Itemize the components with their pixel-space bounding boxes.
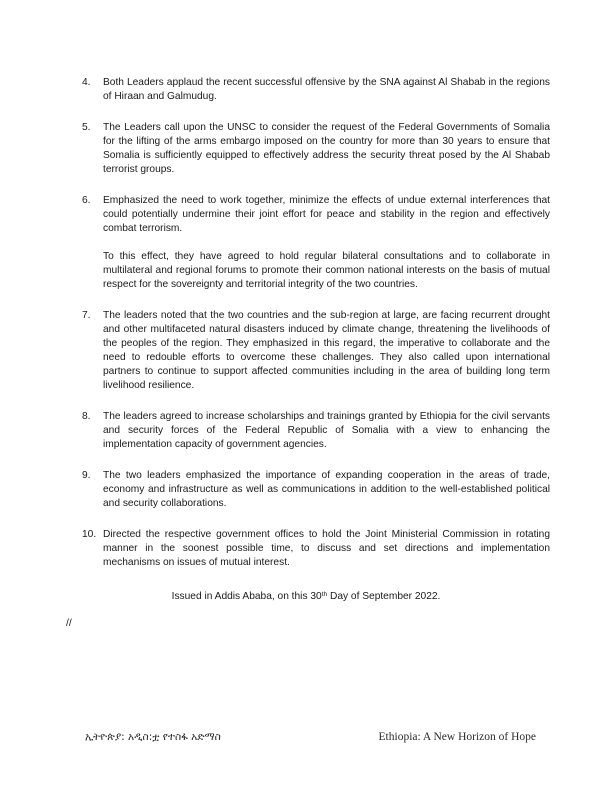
item-number: 4. <box>82 77 91 88</box>
item-number: 9. <box>82 470 91 481</box>
list-item-5 <box>82 121 550 177</box>
list-item-9 <box>82 469 550 511</box>
list-item-6 <box>82 194 550 292</box>
numbered-list <box>82 76 550 587</box>
item-number: 8. <box>82 411 91 422</box>
item-number: 6. <box>82 195 91 206</box>
item-number: 5. <box>82 122 91 133</box>
item-number: 7. <box>82 310 91 321</box>
issued-statement <box>0 590 612 604</box>
issued-prefix: Issued in Addis Ababa, on this 30 <box>171 591 322 602</box>
footer-english-slogan: Ethiopia: A New Horizon of Hope <box>378 731 536 743</box>
item-text: The two leaders emphasized the importance of expanding cooperation in the areas of trade, economy and infrastructure as well as communications in addition to the well-established political and security collaborations. <box>103 470 550 509</box>
list-item-8 <box>82 410 550 452</box>
item-text: Directed the respective government offices to hold the Joint Ministerial Commission in rotating manner in the soonest possible time, to discuss and set directions and implementation mechanisms on issues of mutual interest. <box>103 529 550 568</box>
list-item-10 <box>82 528 550 570</box>
list-item-4 <box>82 76 550 104</box>
footer-amharic-slogan: ኢትዮጵያ: አዲስ:ቷ የተስፋ አድማስ <box>85 731 221 743</box>
list-item-7 <box>82 309 550 393</box>
item-text: The leaders noted that the two countries and the sub-region at large, are facing recurrent drought and other multifaceted natural disasters induced by climate change, threatening the livelihoods of the peoples of the region. They emphasized in this regard, the imperative to collaborate and the need to redouble efforts to overcome these challenges. They also called upon international partners to continue to support affected communities including in the area of building long term livelihood resilience. <box>103 310 550 391</box>
item-text: Both Leaders applaud the recent successful offensive by the SNA against Al Shabab in the regions of Hiraan and Galmudug. <box>103 77 550 102</box>
end-mark: // <box>66 618 72 629</box>
item-number: 10. <box>82 529 97 540</box>
item-text: Emphasized the need to work together, minimize the effects of undue external interferences that could potentially undermine their joint effort for peace and stability in the region and effectively combat terrorism. <box>103 195 550 234</box>
issued-ordinal-suffix: th <box>321 591 328 598</box>
item-text: The Leaders call upon the UNSC to consider the request of the Federal Governments of Somalia for the lifting of the arms embargo imposed on the country for more than 30 years to ensure that Somalia is sufficiently equipped to effectively address the security threat posed by the Al Shabab terrorist groups. <box>103 122 550 175</box>
item-text: The leaders agreed to increase scholarships and trainings granted by Ethiopia for the civil servants and security forces of the Federal Republic of Somalia with a view to enhancing the implementation capacity of government agencies. <box>103 411 550 450</box>
item-text-continued: To this effect, they have agreed to hold regular bilateral consultations and to collaborate in multilateral and regional forums to promote their common national interests on the basis of mutual respect for the sovereignty and territorial integrity of the two countries. <box>103 251 550 290</box>
issued-rest: Day of September 2022. <box>327 591 441 602</box>
